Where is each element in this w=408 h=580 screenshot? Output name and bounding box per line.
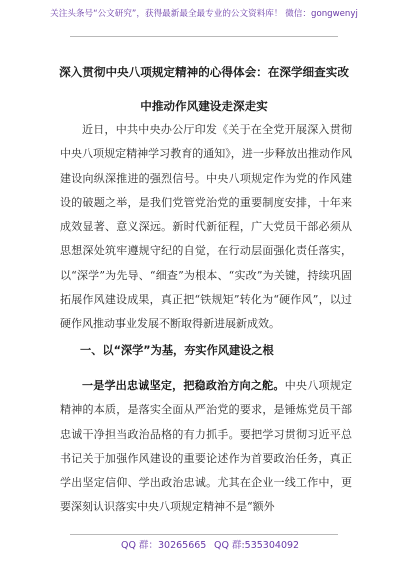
header-banner: 关注头条号“公文研究”，获得最新最全最专业的公文资料库！ 微信：gongwenyj [50, 9, 358, 19]
footer-divider [70, 534, 338, 535]
paragraph-lead: 一是学出忠诚坚定，把稳政治方向之舵。 [82, 379, 285, 392]
section-heading-1: 一、以“深学”为基，夯实作风建设之根 [80, 344, 274, 357]
footer-qq-right: QQ 群:535304092 [214, 540, 300, 551]
header-divider [70, 36, 338, 37]
paragraph-section-1 [60, 374, 352, 520]
paragraph-intro: 近日，中共中央办公厅印发《关于在全党开展深入贯彻中央八项规定精神学习教育的通知》，进一步释放出推动作风建设向纵深推进的强烈信号。中央八项规定作为党的作风建设的破题之举，是我们党管党治党的重要制度安排，十年来成效显著、意义深远。新时代新征程，广大党员干部必须从思想深处筑牢遵规守纪的自觉，在行动层面强化责任落实，以“深学”为先导、“细查”为根本、“实改”为关键，持续巩固拓展作风建设成果，真正把“铁规矩”转化为“硬作风”，以过硬作风推动事业发展不断取得新进展新成效。 [60, 123, 352, 331]
document-title-line-2: 中推动作风建设走深走实 [140, 99, 268, 113]
document-title-line-1: 深入贯彻中央八项规定精神的心得体会：在深学细查实改 [59, 65, 349, 79]
footer-qq-left: QQ 群：30265665 [121, 540, 207, 551]
paragraph-body: 中央八项规定精神的本质，是落实全面从严治党的要求，是锤炼党员干部忠诚干净担当政治品格的有力抓手。要把学习贯彻习近平总书记关于加强作风建设的重要论述作为首要政治任务，真正学出坚定信仰、学出政治忠诚。尤其在企业一线工作中，更要深刻认识落实中央八项规定精神不是“额外 [60, 379, 353, 514]
